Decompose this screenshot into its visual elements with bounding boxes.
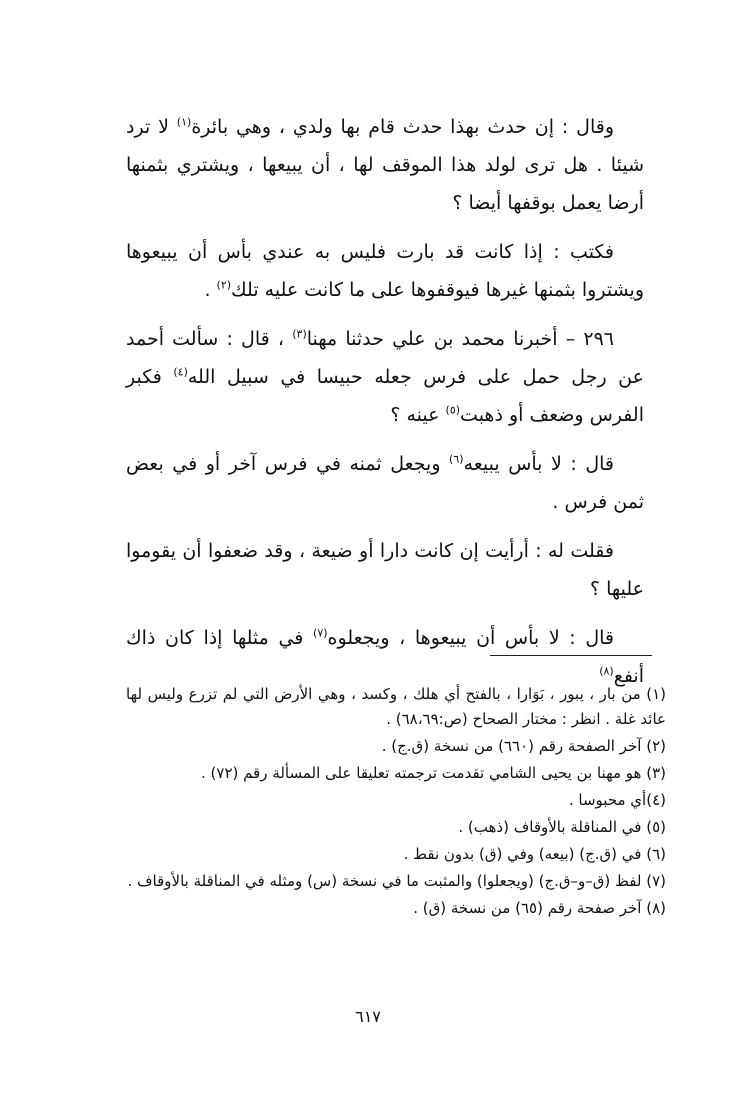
footnote-3: (٣) هو مهنا بن يحيى الشامي تقدمت ترجمته تعليقا على المسألة رقم (٧٢) . bbox=[201, 764, 666, 782]
footnote-ref-5: (٥) bbox=[445, 403, 461, 417]
footnote-8: (٨) آخر صفحة رقم (٦٥) من نسخة (ق) . bbox=[413, 899, 666, 917]
paragraph-3: ٢٩٦ – أخبرنا محمد بن علي حدثنا مهنا$^{(٣)}$ ، قال : سألت أحمد عن رجل حمل على فرس جعله حبيسا في سبيل الله$^{(٤)}$ فكبر الفرس وضعف أو ذهبت$^{(٥)}$ عينه ؟ bbox=[126, 327, 644, 426]
footnote-ref-3: (٣) bbox=[292, 327, 307, 341]
paragraph-2: فكتب : إذا كانت قد بارت فليس به عندي بأس أن يبيعوها ويشتروا بثمنها غيرها فيوقفوها على ما كانت عليه تلك$^{(٢)}$ . bbox=[126, 241, 644, 301]
main-text bbox=[126, 108, 644, 706]
footnote-divider bbox=[490, 655, 652, 656]
footnote-4: (٤)أي محبوسا . bbox=[568, 791, 666, 809]
paragraph-4: قال : لا بأس يبيعه$^{(٦)}$ ويجعل ثمنه في فرس آخر أو في بعض ثمن فرس . bbox=[126, 452, 644, 513]
footnote-7: (٧) لفظ (ق–و–ق.ج) (ويجعلوا) والمثبت ما في نسخة (س) ومثله في المناقلة بالأوقاف . bbox=[127, 872, 666, 890]
footnote-ref-7: (٧) bbox=[313, 626, 328, 640]
page-number: ٦١٧ bbox=[355, 1007, 381, 1026]
footnotes bbox=[126, 682, 666, 923]
footnote-ref-1: (١) bbox=[176, 115, 192, 129]
footnote-ref-8: (٨) bbox=[599, 664, 614, 678]
footnote-1: (١) من بار ، يبور ، بَوَارا ، بالفتح أي هلك ، وكسد ، وهي الأرض التي لم تزرع وليس لها عائد غلة . انظر : مختار الصحاح (ص:٦٨،٦٩) . bbox=[126, 685, 666, 728]
footnote-ref-2: (٢) bbox=[216, 278, 232, 292]
paragraph-5: فقلت له : أرأيت إن كانت دارا أو ضيعة ، وقد ضعفوا أن يقوموا عليها ؟ bbox=[126, 540, 644, 600]
footnote-ref-6: (٦) bbox=[449, 452, 464, 466]
footnote-2: (٢) آخر الصفحة رقم (٦٦٠) من نسخة (ق.ج) . bbox=[381, 737, 666, 755]
paragraph-1: وقال : إن حدث بهذا حدث قام بها ولدي ، وهي بائرة$^{(١)}$ لا ترد شيئا . هل ترى لولد هذا الموقف لها ، أن يبيعها ، ويشتري بثمنها أرضا يعمل بوقفها أيضا ؟ bbox=[126, 115, 644, 214]
paragraph-6: قال : لا بأس أن يبيعوها ، ويجعلوه$^{(٧)}$ في مثلها إذا كان ذاك أنفع$^{(٨)}$ bbox=[126, 626, 644, 687]
footnote-6: (٦) في (ق.ج) (بيعه) وفي (ق) بدون نقط . bbox=[403, 845, 666, 863]
footnote-5: (٥) في المناقلة بالأوقاف (ذهب) . bbox=[458, 818, 666, 836]
footnote-ref-4: (٤) bbox=[173, 365, 188, 379]
